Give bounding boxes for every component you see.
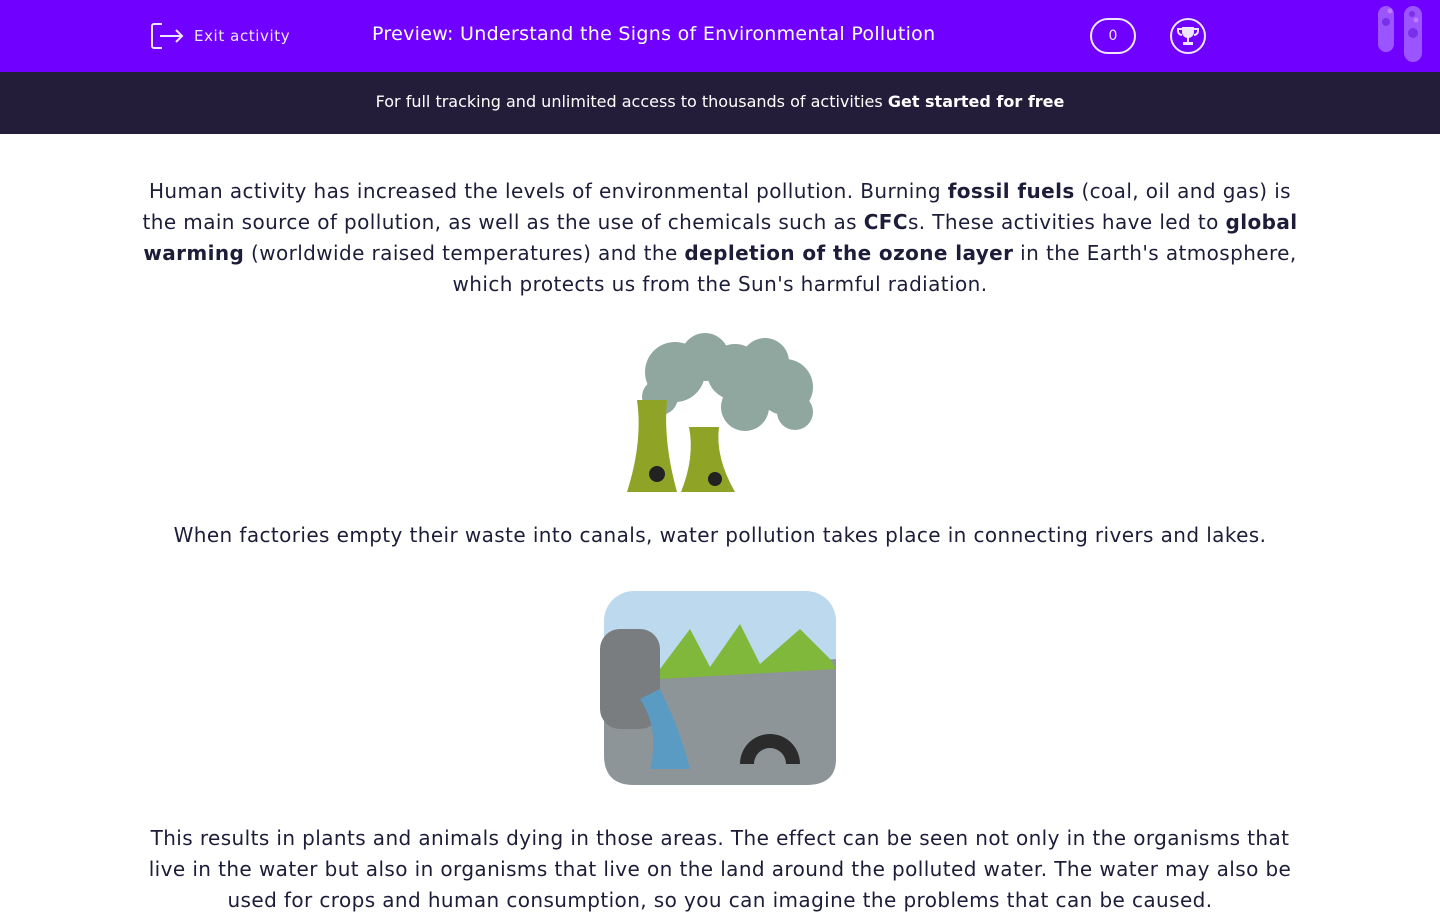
trophy-button[interactable] (1170, 18, 1206, 54)
term-cfc: CFC (863, 210, 908, 234)
exit-activity-button[interactable] (150, 22, 290, 50)
effects-paragraph: This results in plants and animals dying in those areas. The effect can be seen not only in the organisms that live in the water but also in organisms that live on the land around the polluted water. The water may also be used for crops and human consumption, so you can imagine the problems that can be caused. (148, 826, 1292, 912)
trophy-icon (1177, 25, 1199, 47)
score-badge: 0 (1090, 18, 1136, 54)
text: s. These activities have led to (907, 210, 1226, 234)
top-bar (0, 0, 1440, 72)
lesson-content (140, 176, 1300, 916)
test-tubes-logo-icon (1376, 6, 1424, 64)
text: in the Earth's atmosphere, which protects us from the Sun's harmful radiation. (452, 241, 1297, 296)
intro-paragraph (140, 176, 1300, 300)
polluted-water-illustration (600, 589, 840, 789)
exit-label: Exit activity (194, 27, 291, 45)
term-ozone-depletion: depletion of the ozone layer (684, 241, 1014, 265)
banner-text: For full tracking and unlimited access to thousands of activities (375, 92, 888, 111)
text: Human activity has increased the levels of environmental pollution. Burning (148, 179, 948, 203)
signup-banner (0, 72, 1440, 134)
page-title: Preview: Understand the Signs of Environmental Pollution (372, 23, 936, 45)
term-global-warming: global warming (143, 210, 1298, 265)
text: (worldwide raised temperatures) and the (244, 241, 685, 265)
cooling-towers-illustration (615, 332, 825, 494)
term-fossil-fuels: fossil fuels (947, 179, 1075, 203)
get-started-link[interactable]: Get started for free (887, 92, 1065, 111)
text: (coal, oil and gas) is the main source of pollution, as well as the use of chemicals such as (142, 179, 1292, 234)
exit-icon (150, 22, 184, 50)
water-pollution-paragraph: When factories empty their waste into canals, water pollution takes place in connecting rivers and lakes. (173, 523, 1267, 547)
